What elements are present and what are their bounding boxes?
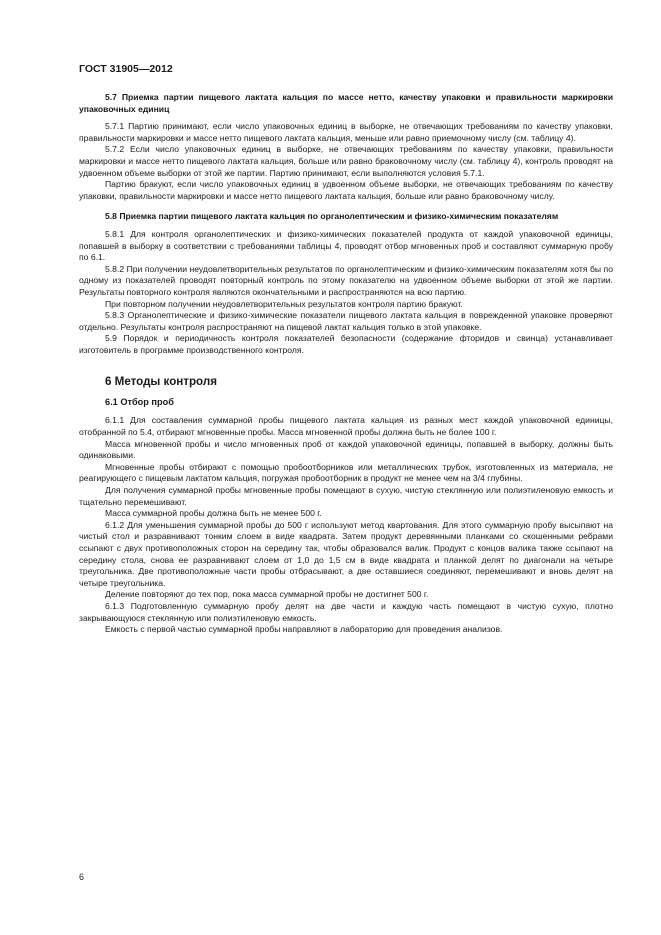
section-5-8-title: 5.8 Приемка партии пищевого лактата кальция по органолептическим и физико-химическим показателям xyxy=(105,211,559,222)
section-6-heading: 6 Методы контроля xyxy=(105,375,217,389)
subsection-6-1-heading: 6.1 Отбор проб xyxy=(105,397,174,408)
paragraph-6-1-1: 6.1.1 Для составления суммарной пробы пищевого лактата кальция из разных мест каждой упаковочной единицы, отобранной по 5.4, отбирают мгновенные пробы. Масса мгновенной пробы должна быть не более 100 г. xyxy=(79,415,613,438)
section-5-7-title: 5.7 Приемка партии пищевого лактата кальция по массе нетто, качеству упаковки и правильности маркировки упаковочных единиц xyxy=(79,92,613,114)
paragraph-5-7-reject: Партию бракуют, если число упаковочных единиц в удвоенном объеме выборки, не отвечающих требованиям по качеству упаковки, правильности маркировки и массе нетто пищевого лактата кальция, больше или равно браковочному числу. xyxy=(79,179,613,201)
paragraph-5-7-2: 5.7.2 Если число упаковочных единиц в выборке, не отвечающих требованиям по качеству упаковки, правильности маркировки и массе нетто пищевого лактата кальция, больше или равно браковочному числу (см. таблицу 4), контроль проводят на удвоенном объеме выборки от этой же партии. Партию принимают, если выполняются условия 5.7.1. xyxy=(79,144,613,178)
paragraph-5-7-1: 5.7.1 Партию принимают, если число упаковочных единиц в выборке, не отвечающих требованиям по качеству упаковки, правильности маркировки и массе нетто пищевого лактата кальция, меньше или равно приемочному числу (см. таблицу 4). xyxy=(79,121,613,143)
paragraph-6-1-1-mass: Масса мгновенной пробы и число мгновенных проб от каждой упаковочной единицы, попавшей в выборку, должны быть одинаковыми. xyxy=(79,438,613,461)
paragraph-6-1-2: 6.1.2 Для уменьшения суммарной пробы до 500 г используют метод квартования. Для этого суммарную пробу высыпают на чистый стол и разравнивают тонким слоем в виде квадрата. Затем продукт деревянными планками со скошенными ребрами ссыпают с двух противоположных сторон на середину так, чтобы образовался валик. Продукт с концов валика также ссыпают на середину стола, снова ее разравнивают слоем от 1,0 до 1,5 см в виде квадрата и планкой делят по диагонали на четыре треугольника. Две противоположные части пробы отбрасывают, а две оставшиеся соединяют, перемешивают и вновь делят на четыре треугольника. xyxy=(79,519,613,588)
paragraph-5-8-repeat: При повторном получении неудовлетворительных результатов контроля партию бракуют. xyxy=(105,298,463,309)
paragraph-6-1-1-combined: Для получения суммарной пробы мгновенные пробы помещают в сухую, чистую стеклянную или полиэтиленовую емкость и тщательно перемешивают. xyxy=(79,485,613,507)
page-content xyxy=(79,92,613,636)
paragraph-5-8-2: 5.8.2 При получении неудовлетворительных результатов по органолептическим и физико-химическим показателям хотя бы по одному из показателей проводят повторный контроль по этому показателю на удвоенном объеме выборки от этой же партии. Результаты повторного контроля являются окончательными и распространяются на всю партию. xyxy=(79,263,613,297)
paragraph-6-1-1-samplers: Мгновенные пробы отбирают с помощью пробоотборников или металлических трубок, изготовленных из материала, не реагирующего с пищевым лактатом кальция, погружая пробоотборник в продукт не менее чем на 3/4 глубины. xyxy=(79,461,613,484)
paragraph-5-9: 5.9 Порядок и периодичность контроля показателей безопасности (содержание фторидов и свинца) устанавливает изготовитель в программе производственного контроля. xyxy=(79,333,613,355)
paragraph-6-1-2-repeat: Деление повторяют до тех пор, пока масса суммарной пробы не достигнет 500 г. xyxy=(105,589,429,600)
page-number: 6 xyxy=(79,872,85,882)
paragraph-5-8-3: 5.8.3 Органолептические и физико-химические показатели пищевого лактата кальция в поврежденной упаковке проверяют отдельно. Результаты контроля распространяют на пищевой лактат кальция только в этой упаковке. xyxy=(79,310,613,332)
paragraph-5-8-1: 5.8.1 Для контроля органолептических и физико-химических показателей продукта от каждой упаковочной единицы, попавшей в выборку в соответствии с требованиями таблицы 4, проводят отбор мгновенных проб и составляют суммарную пробу по 6.1. xyxy=(79,228,613,263)
paragraph-6-1-3: 6.1.3 Подготовленную суммарную пробу делят на две части и каждую часть помещают в чистую сухую, плотно закрывающуюся стеклянную или полиэтиленовую емкость. xyxy=(79,600,613,623)
paragraph-6-1-1-min-mass: Масса суммарной пробы должна быть не менее 500 г. xyxy=(105,508,322,519)
document-header: ГОСТ 31905—2012 xyxy=(79,63,173,75)
paragraph-6-1-3-lab: Емкость с первой частью суммарной пробы направляют в лабораторию для проведения анализов. xyxy=(105,624,503,635)
